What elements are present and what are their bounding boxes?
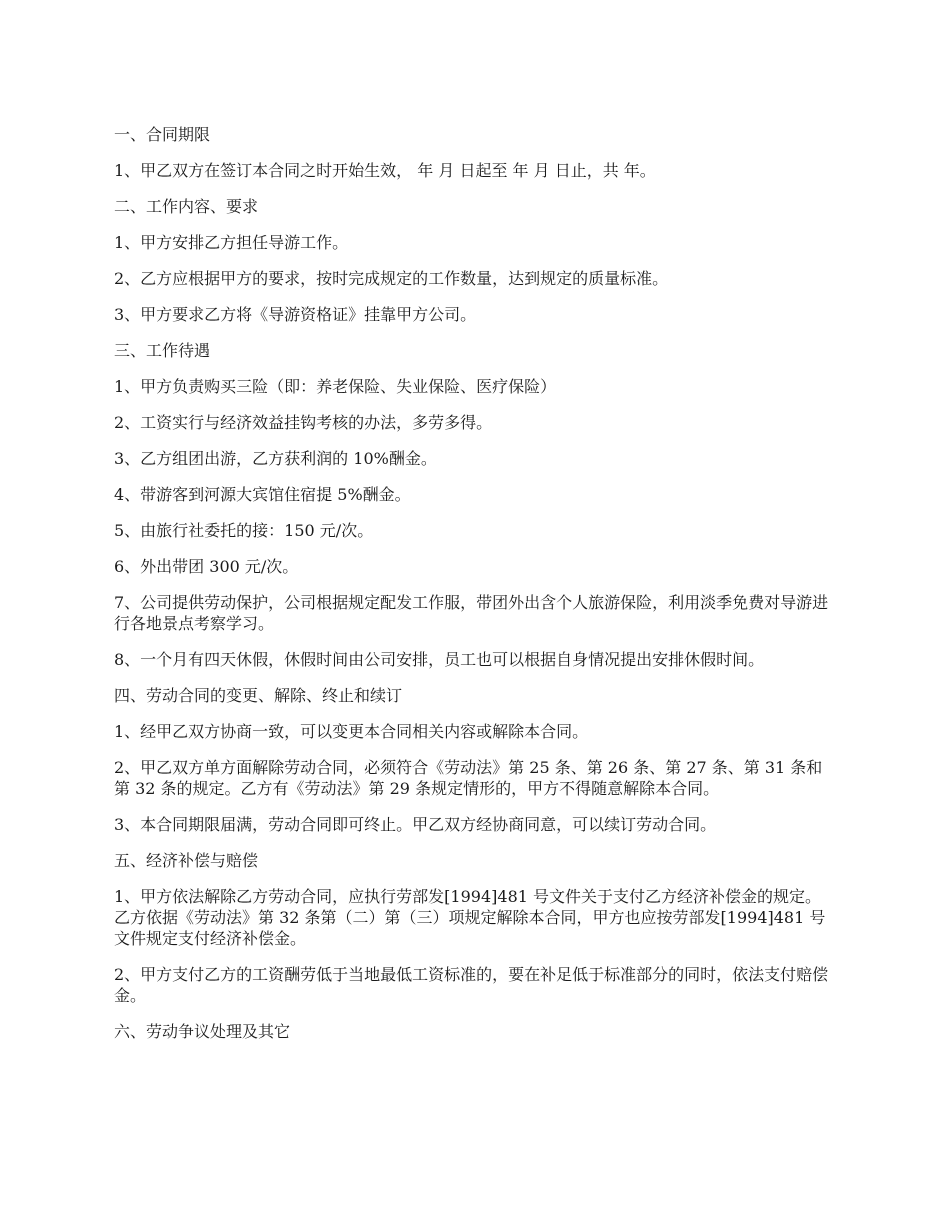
clause-comp-1: 1、甲方负责购买三险（即：养老保险、失业保险、医疗保险） [114, 377, 557, 396]
section-heading-compensation: 三、工作待遇 [114, 341, 211, 360]
clause-comp-5: 5、由旅行社委托的接：150 元/次。 [114, 521, 374, 540]
section-heading-economic-compensation: 五、经济补偿与赔偿 [114, 851, 259, 870]
clause-work-2: 2、乙方应根据甲方的要求，按时完成规定的工作数量，达到规定的质量标准。 [114, 269, 669, 288]
clause-change-2: 2、甲乙双方单方面解除劳动合同，必须符合《劳动法》第 25 条、第 26 条、第 27 条、第 31 条和第 32 条的规定。乙方有《劳动法》第 29 条规定情形的，甲方不得随意解除本合同。 [114, 758, 823, 798]
section-heading-term: 一、合同期限 [114, 125, 211, 144]
clause-work-3: 3、甲方要求乙方将《导游资格证》挂靠甲方公司。 [114, 305, 477, 324]
clause-comp-2: 2、工资实行与经济效益挂钩考核的办法，多劳多得。 [114, 413, 493, 432]
clause-econ-1: 1、甲方依法解除乙方劳动合同，应执行劳部发[1994]481 号文件关于支付乙方经济补偿金的规定。乙方依据《劳动法》第 32 条第（二）第（三）项规定解除本合同，甲方也应按劳部发[1994]481 号文件规定支付经济补偿金。 [114, 887, 826, 948]
clause-term-1: 1、甲乙双方在签订本合同之时开始生效， 年 月 日起至 年 月 日止，共 年。 [114, 161, 656, 180]
clause-change-3: 3、本合同期限届满，劳动合同即可终止。甲乙双方经协商同意，可以续订劳动合同。 [114, 815, 717, 834]
clause-work-1: 1、甲方安排乙方担任导游工作。 [114, 233, 349, 252]
clause-comp-3: 3、乙方组团出游，乙方获利润的 10%酬金。 [114, 449, 437, 468]
clause-change-1: 1、经甲乙双方协商一致，可以变更本合同相关内容或解除本合同。 [114, 722, 589, 741]
clause-comp-8: 8、一个月有四天休假，休假时间由公司安排，员工也可以根据自身情况提出安排休假时间。 [114, 650, 765, 669]
section-heading-contract-changes: 四、劳动合同的变更、解除、终止和续订 [114, 686, 403, 705]
clause-econ-2: 2、甲方支付乙方的工资酬劳低于当地最低工资标准的，要在补足低于标准部分的同时，依法支付赔偿金。 [114, 965, 829, 1005]
clause-comp-4: 4、带游客到河源大宾馆住宿提 5%酬金。 [114, 485, 411, 504]
section-heading-work-content: 二、工作内容、要求 [114, 197, 259, 216]
section-heading-disputes: 六、劳动争议处理及其它 [114, 1022, 291, 1041]
clause-comp-7: 7、公司提供劳动保护，公司根据规定配发工作服，带团外出含个人旅游保险，利用淡季免费对导游进行各地景点考察学习。 [114, 593, 829, 633]
document-body [114, 124, 836, 1057]
clause-comp-6: 6、外出带团 300 元/次。 [114, 557, 299, 576]
